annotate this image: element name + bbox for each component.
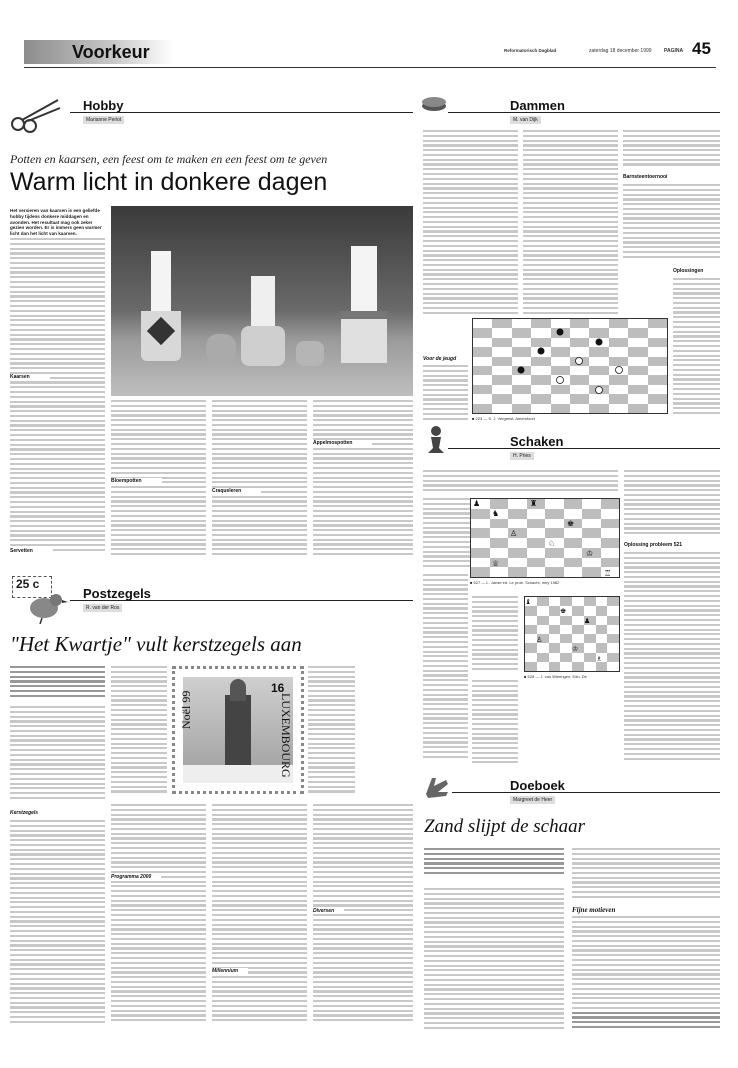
svg-text:♟: ♟ [584, 617, 591, 625]
hobby-col-3 [212, 400, 307, 560]
schaken-caption-527 [470, 580, 620, 585]
draughts-piece-icon [420, 88, 448, 116]
stamp-church [225, 695, 251, 765]
svg-text:♙: ♙ [510, 529, 518, 538]
glass-pot [296, 341, 324, 366]
diagram-marker-icon: ■ [524, 674, 528, 679]
svg-text:♟: ♟ [473, 499, 481, 508]
postzegels-col-5 [313, 804, 413, 1034]
svg-text:♕: ♕ [492, 559, 500, 568]
header-rule [24, 67, 716, 68]
doeboek-col-2b [572, 916, 720, 1036]
doeboek-col-1 [424, 888, 564, 1036]
schaken-col-3b [624, 552, 720, 772]
chess-pawn-icon [424, 424, 448, 456]
hobby-headline: Warm licht in donkere dagen [10, 168, 328, 196]
dammen-caption [472, 416, 535, 421]
postzegels-col-2 [111, 666, 167, 800]
schaken-section [420, 430, 720, 770]
hobby-subhead-appelmospotten: Appelmospotten [313, 440, 372, 446]
dammen-col-3b [623, 184, 720, 264]
dammen-section [420, 88, 720, 423]
postzegels-col-3 [212, 804, 307, 1034]
hobby-author: Marianne Perlot [83, 116, 124, 124]
diagram-marker-icon: ■ [470, 580, 474, 585]
hobby-col-1 [10, 238, 105, 558]
candle [351, 246, 377, 311]
hobby-section [8, 88, 413, 563]
doeboek-section [420, 770, 720, 1040]
page-number: 45 [692, 39, 711, 58]
schaken-col-2b [472, 680, 518, 770]
dammen-subhead-oplossingen: Oplossingen [673, 268, 704, 274]
schaken-col-1c [423, 574, 468, 770]
doeboek-headline: Zand slijpt de schaar [424, 816, 585, 837]
chess-pieces-528 [524, 596, 620, 672]
page-label: PAGINA [664, 48, 684, 54]
svg-text:♚: ♚ [560, 607, 567, 615]
svg-text:♞: ♞ [492, 509, 500, 518]
dammen-jeugd-text [423, 365, 468, 423]
price-tag-text: 25 c [16, 577, 40, 591]
schaken-col-3 [624, 470, 720, 538]
svg-text:♝: ♝ [525, 598, 532, 606]
stamp-value: 16 [271, 681, 285, 695]
hobby-rubric: Hobby [83, 98, 124, 113]
doeboek-col-2 [572, 848, 720, 904]
schaken-subhead-oplossing: Oplossing probleem 521 [624, 542, 683, 548]
dammen-subhead-barnsteen: Barnsteentoernooi [623, 174, 668, 180]
svg-text:♔: ♔ [586, 549, 594, 558]
schaken-caption-528-text: 528 — J. van Wieringen, Edn. De [527, 674, 587, 679]
dammen-rubric: Dammen [510, 98, 565, 113]
masthead [24, 36, 716, 70]
postzegels-section [8, 572, 413, 1042]
scissors-icon [8, 94, 64, 134]
doeboek-rule [452, 792, 720, 793]
dammen-caption-text: 223 — S. J. Vergeest, Amersfoort [475, 416, 535, 421]
diagram-marker-icon: ■ [472, 416, 476, 421]
hobby-subhead-kaarsen: Kaarsen [10, 374, 50, 380]
postzegels-col-4 [308, 666, 355, 800]
stamp-year: Noël 99 [179, 690, 193, 729]
candle [151, 251, 171, 311]
glass-pot [206, 334, 236, 364]
postzegels-author: R. van der Ros [83, 604, 122, 612]
postzegels-subhead-programma: Programma 2000 [111, 874, 161, 880]
candles-photo [111, 206, 413, 396]
hobby-lead: Het versieren van kaarsen is een geliefde hobby tijdens donkere middagen en avonden. Het resultaat mag ook zeker gezien worden. Er is immers geen warmer licht dan het licht van kaarsen. [10, 208, 102, 237]
svg-text:♔: ♔ [572, 645, 579, 653]
hobby-subhead-craqueleren: Craqueleren [212, 488, 261, 494]
dammen-rule [448, 112, 720, 113]
bird-icon [22, 588, 68, 624]
schaken-col-2 [472, 596, 518, 676]
svg-text:♙: ♙ [536, 636, 543, 644]
postzegels-col-1 [10, 706, 105, 806]
doeboek-subhead-motieven: Fijne motieven [572, 906, 616, 914]
postzegels-subhead-millennium: Millennium [212, 968, 248, 974]
pot [241, 326, 285, 366]
stamp-country: LUXEMBOURG [279, 693, 293, 778]
svg-text:♚: ♚ [567, 519, 575, 528]
dammen-author: M. van Dijk [510, 116, 541, 124]
christmas-stamp [172, 666, 304, 794]
postzegels-rubric: Postzegels [83, 586, 151, 601]
postzegels-lead [10, 666, 105, 702]
svg-text:♖: ♖ [604, 569, 612, 578]
dammen-col-3c [673, 278, 720, 423]
schaken-caption-527-text: 527 — L. Janse ed. Le prob. Schacht, mey 1982 [473, 580, 560, 585]
postzegels-headline: "Het Kwartje" vult kerstzegels aan [10, 632, 302, 656]
postzegels-col-2b [111, 804, 206, 1034]
dammen-col-1 [423, 130, 518, 320]
stamp-spire [230, 679, 246, 701]
svg-text:♜: ♜ [530, 499, 538, 508]
schaken-rule [448, 448, 720, 449]
section-title: Voorkeur [72, 42, 150, 62]
postzegels-col-1b [10, 820, 105, 1035]
draughts-pieces [472, 318, 668, 414]
svg-text:♘: ♘ [548, 539, 556, 548]
issue-date: zaterdag 18 december 1999 [589, 48, 652, 54]
doeboek-author: Margreet de Heer [510, 796, 555, 804]
schaken-rubric: Schaken [510, 434, 564, 449]
stamp-snow [183, 765, 293, 783]
hobby-subhead-servetten: Servetten [10, 548, 53, 554]
pot-ring [341, 311, 387, 319]
schaken-col-1 [423, 470, 618, 496]
schaken-caption-528 [524, 674, 587, 679]
dammen-subhead-jeugd: Voor de jeugd [423, 356, 457, 362]
candle [251, 276, 275, 326]
dammen-col-2 [523, 130, 618, 320]
doeboek-hand-icon [422, 770, 452, 800]
hobby-col-4 [313, 400, 413, 560]
doeboek-lead [424, 848, 564, 884]
postzegels-subhead-diversen: Diversen [313, 908, 344, 914]
dammen-col-3 [623, 130, 720, 170]
schaken-author: H. Pries [510, 452, 534, 460]
hobby-kicker: Potten en kaarsen, een feest om te maken en een feest om te geven [10, 152, 328, 166]
postzegels-subhead-kerstzegels: Kerstzegels [10, 810, 39, 816]
chess-pieces-527 [470, 498, 620, 578]
paper-name: Reformatorisch Dagblad [504, 48, 557, 53]
svg-text:♗: ♗ [596, 655, 603, 663]
doeboek-rubric: Doeboek [510, 778, 565, 793]
hobby-subhead-bloempotten: Bloempotten [111, 478, 162, 484]
